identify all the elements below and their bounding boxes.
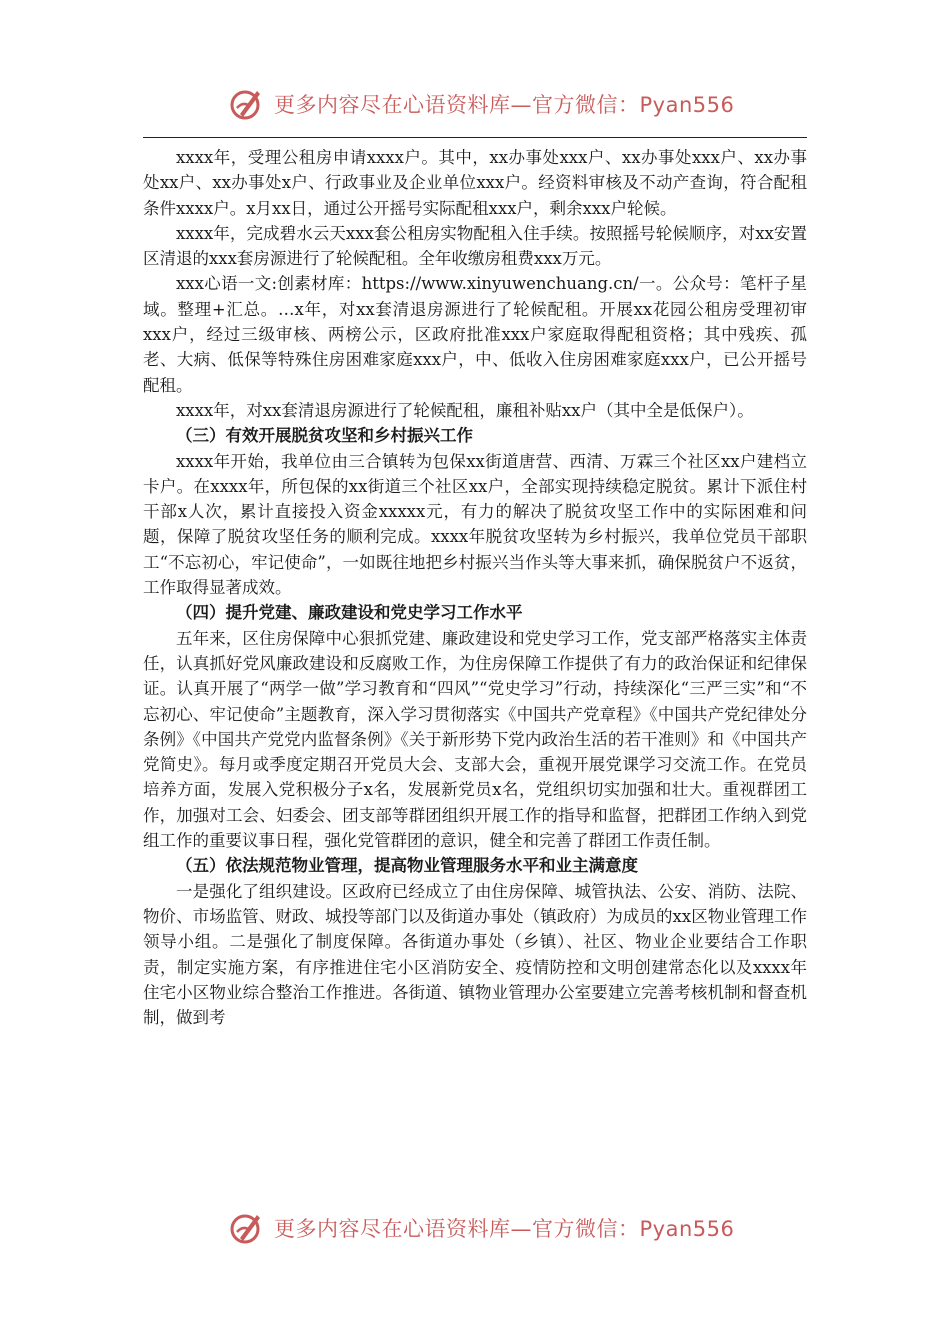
paragraph: xxxx年，受理公租房申请xxxx户。其中，xx办事处xxx户、xx办事处xxx户、xx办事处xx户、xx办事处x户、行政事业及企业单位xxx户。经资料审核及不动产查询，符合配租条件xxxx户。x月xx日，通过公开摇号实际配租xxx户，剩余xxx户轮候。 [143,148,807,218]
paragraph: xxx心语一文:创素材库：https://www.xinyuwenchuang.cn/一。公众号：笔杆子星域。整理+汇总。…x年，对xx套清退房源进行了轮候配租。开展xx花园公租房受理初审xxx户，经过三级审核、两榜公示，区政府批准xxx户家庭取得配租资格；其中残疾、孤老、大病、低保等特殊住房困难家庭xxx户，中、低收入住房困难家庭xxx户，已公开摇号配租。 [143,274,807,395]
paragraph: xxxx年，完成碧水云天xxx套公租房实物配租入住手续。按照摇号轮候顺序，对xx安置区清退的xxx套房源进行了轮候配租。全年收缴房租费xxx万元。 [143,223,807,269]
footer-watermark-text: 更多内容尽在心语资料库—官方微信：Pyan556 [274,1217,735,1241]
paragraph: 一是强化了组织建设。区政府已经成立了由住房保障、城管执法、公安、消防、法院、物价、市场监管、财政、城投等部门以及街道办事处（镇政府）为成员的xx区物业管理工作领导小组。二是强化了制度保障。各街道办事处（乡镇）、社区、物业企业要结合工作职责，制定实施方案，有序推进住宅小区消防安全、疫情防控和文明创建常态化以及xxxx年住宅小区物业综合整治工作推进。各街道、镇物业管理办公室要建立完善考核机制和督查机制，做到考 [143,881,807,1028]
document-body [143,145,807,1030]
header-divider [143,137,807,138]
section-heading: （三）有效开展脱贫攻坚和乡村振兴工作 [176,426,473,446]
paragraph: xxxx年开始，我单位由三合镇转为包保xx街道唐营、西清、万霖三个社区xx户建档立卡户。在xxxx年，所包保的xx街道三个社区xx户，全部实现持续稳定脱贫。累计下派住村干部x人次，累计直接投入资金xxxxx元，有力的解决了脱贫攻坚工作中的实际困难和问题，保障了脱贫攻坚任务的顺利完成。xxxx年脱贫攻坚转为乡村振兴，我单位党员干部职工“不忘初心，牢记使命”，一如既往地把乡村振兴当作头等大事来抓，确保脱贫户不返贫，工作取得显著成效。 [143,451,807,598]
pen-logo-icon [226,84,266,124]
header-watermark [0,80,950,128]
paragraph: 五年来，区住房保障中心狠抓党建、廉政建设和党史学习工作，党支部严格落实主体责任，认真抓好党风廉政建设和反腐败工作，为住房保障工作提供了有力的政治保证和纪律保证。认真开展了“两学一做”学习教育和“四风”“党史学习”行动，持续深化“三严三实”和“不忘初心、牢记使命”主题教育，深入学习贯彻落实《中国共产党章程》《中国共产党纪律处分条例》《中国共产党党内监督条例》《关于新形势下党内政治生活的若干准则》和《中国共产党简史》。每月或季度定期召开党员大会、支部大会，重视开展党课学习交流工作。在党员培养方面，发展入党积极分子x名，发展新党员x名，党组织切实加强和壮大。重视群团工作，加强对工会、妇委会、团支部等群团组织开展工作的指导和监督，把群团工作纳入到党组工作的重要议事日程，强化党管群团的意识，健全和完善了群团工作责任制。 [143,628,807,851]
section-heading: （五）依法规范物业管理，提高物业管理服务水平和业主满意度 [176,856,638,876]
footer-watermark [0,1204,950,1252]
header-watermark-text: 更多内容尽在心语资料库—官方微信：Pyan556 [274,93,735,117]
paragraph: xxxx年，对xx套清退房源进行了轮候配租，廉租补贴xx户（其中全是低保户）。 [176,400,754,420]
pen-logo-icon [226,1208,266,1248]
section-heading: （四）提升党建、廉政建设和党史学习工作水平 [176,603,523,623]
